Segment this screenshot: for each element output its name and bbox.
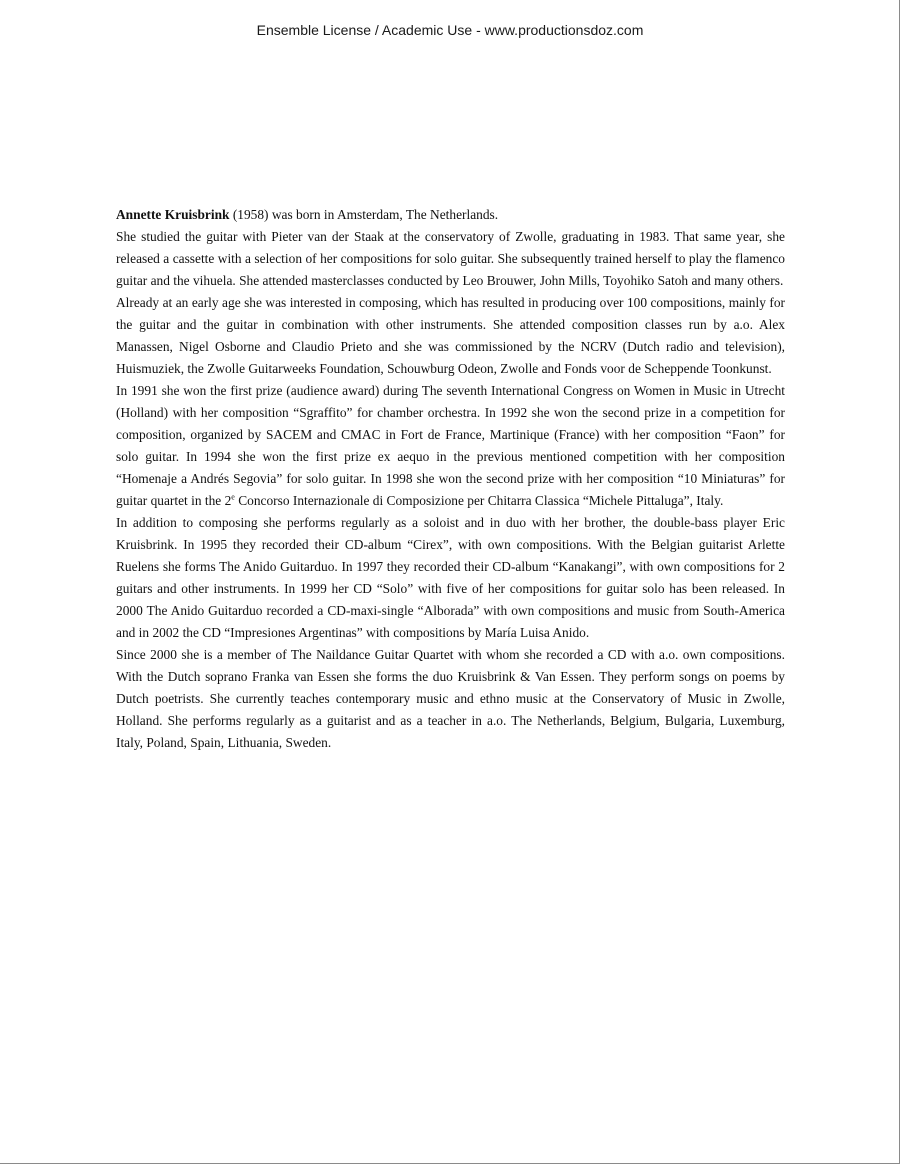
ordinal-superscript: e <box>231 492 235 502</box>
bio-paragraph-teaching: Since 2000 she is a member of The Naildance Guitar Quartet with whom she recorded a CD with a.o. own compositions. With the Dutch soprano Franka van Essen she forms the duo Kruisbrink & Van Essen. They perform songs on poems by Dutch poetrists. She currently teaches contemporary music and ethno music at the Conservatory of Music in Zwolle, Holland. She performs regularly as a guitarist and as a teacher in a.o. The Netherlands, Belgium, Bulgaria, Luxemburg, Italy, Poland, Spain, Lithuania, Sweden. <box>116 647 785 750</box>
bio-intro-paragraph <box>116 204 785 226</box>
bio-paragraph-composing: Already at an early age she was interested in composing, which has resulted in producing over 100 compositions, mainly for the guitar and the guitar in combination with other instruments. She attended composition classes run by a.o. Alex Manassen, Nigel Osborne and Claudio Prieto and she was commissioned by the NCRV (Dutch radio and television), Huismuziek, the Zwolle Guitarweeks Foundation, Schouwburg Odeon, Zwolle and Fonds voor de Scheppende Toonkunst. <box>116 295 785 376</box>
bio-paragraph-education: She studied the guitar with Pieter van der Staak at the conservatory of Zwolle, graduating in 1983. That same year, she released a cassette with a selection of her compositions for solo guitar. She subsequently trained herself to play the flamenco guitar and the vihuela. She attended masterclasses conducted by Leo Brouwer, John Mills, Toyohiko Satoh and many others. <box>116 229 785 288</box>
bio-awards-text-continued: Concorso Internazionale di Composizione per Chitarra Classica “Michele Pittaluga”, Italy. <box>234 493 724 508</box>
bio-paragraph-awards <box>116 380 785 512</box>
bio-intro-text: (1958) was born in Amsterdam, The Netherlands. <box>229 207 499 222</box>
composer-name: Annette Kruisbrink <box>116 207 230 222</box>
biography-text <box>116 204 785 754</box>
bio-paragraph-performing: In addition to composing she performs regularly as a soloist and in duo with her brother, the double-bass player Eric Kruisbrink. In 1995 they recorded their CD-album “Cirex”, with own compositions. With the Belgian guitarist Arlette Ruelens she forms The Anido Guitarduo. In 1997 they recorded their CD-album “Kanakangi”, with own compositions for 2 guitars and other instruments. In 1999 her CD “Solo” with five of her compositions for guitar solo has been released. In 2000 The Anido Guitarduo recorded a CD-maxi-single “Alborada” with own compositions and music from South-America and in 2002 the CD “Impresiones Argentinas” with compositions by María Luisa Anido. <box>116 515 785 640</box>
license-header: Ensemble License / Academic Use - www.productionsdoz.com <box>256 22 644 38</box>
bio-awards-text: In 1991 she won the first prize (audience award) during The seventh International Congress on Women in Music in Utrecht (Holland) with her composition “Sgraffito” for chamber orchestra. In 1992 she won the second prize in a competition for composition, organized by SACEM and CMAC in Fort de France, Martinique (France) with her composition “Faon” for solo guitar. In 1994 she won the first prize ex aequo in the previous mentioned competition with her composition “Homenaje a Andrés Segovia” for solo guitar. In 1998 she won the second prize with her composition “10 Miniaturas” for guitar quartet in the 2 <box>116 383 785 508</box>
